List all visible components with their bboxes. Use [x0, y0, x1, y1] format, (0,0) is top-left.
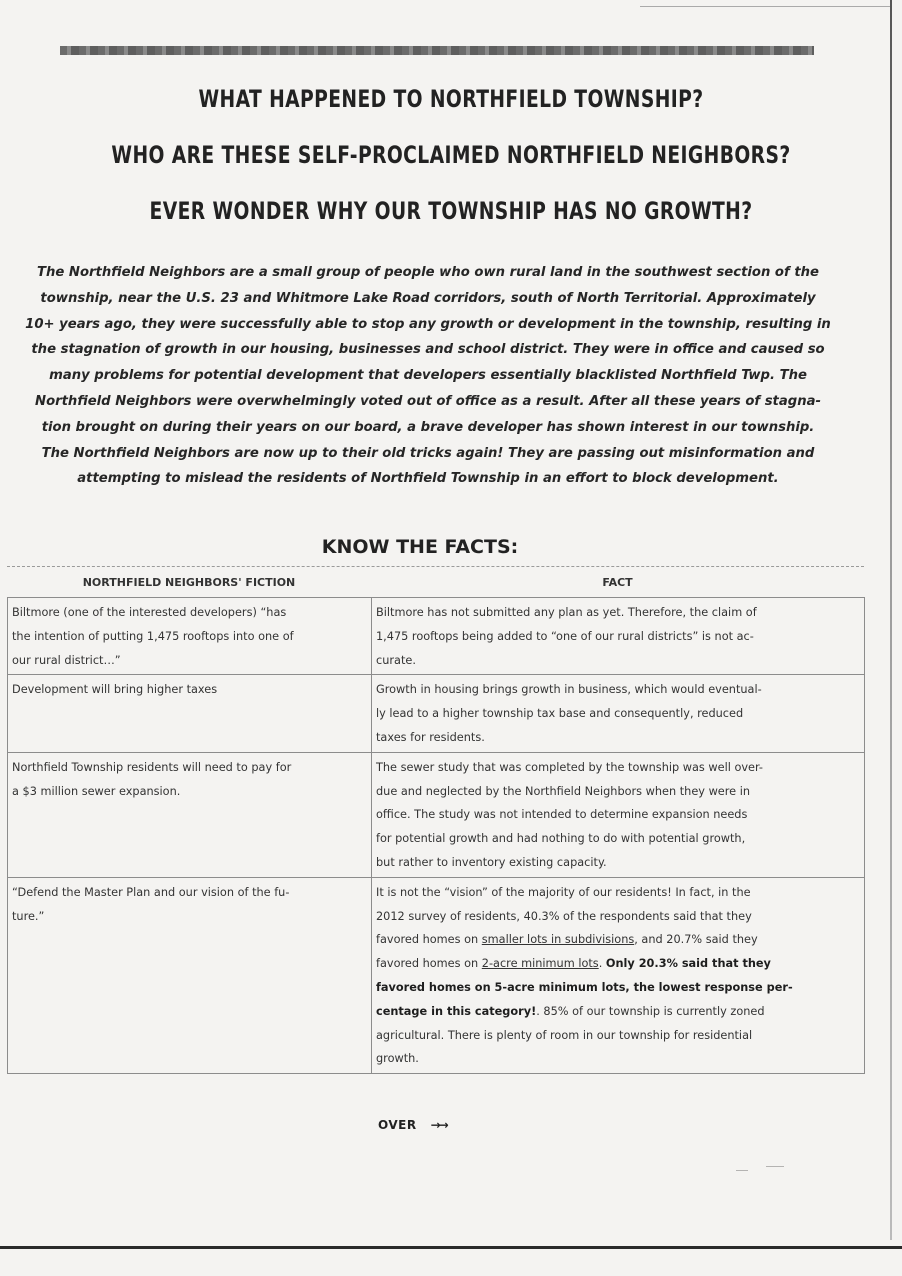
text-run: , and 20.7% said they [634, 933, 758, 947]
headline-block [0, 80, 902, 248]
page-edge-top [640, 6, 890, 7]
cell-line: 2012 survey of residents, 40.3% of the respondents said that they [376, 909, 752, 923]
facts-grid [7, 597, 865, 1074]
fiction-cell [8, 877, 372, 1073]
cell-line: 1,475 rooftops being added to “one of our rural districts” is not ac- [376, 629, 754, 643]
headline-1: WHAT HAPPENED TO NORTHFIELD TOWNSHIP? [198, 85, 704, 113]
cell-line: curate. [376, 653, 416, 667]
bold-text: centage in this category! [376, 1004, 537, 1018]
intro-line: The Northfield Neighbors are a small group of people who own rural land in the southwest section of the [37, 265, 819, 280]
arrow-right-icon: →→ [430, 1118, 447, 1132]
intro-line: attempting to mislead the residents of Northfield Township in an effort to block development. [77, 471, 779, 487]
headline-2: WHO ARE THESE SELF-PROCLAIMED NORTHFIELD NEIGHBORS? [111, 141, 791, 169]
cell-line: the intention of putting 1,475 rooftops into one of [12, 629, 294, 643]
text-run: favored homes on [376, 933, 482, 947]
cell-line: office. The study was not intended to determine expansion needs [376, 808, 748, 822]
cell-line [376, 952, 860, 976]
facts-title: KNOW THE FACTS: [321, 536, 519, 558]
cell-line: due and neglected by the Northfield Neighbors when they were in [376, 784, 750, 798]
header-rule [60, 46, 814, 55]
intro-line: The Northfield Neighbors are now up to their old tricks again! They are passing out misinformation and [41, 445, 815, 461]
column-headers [7, 567, 864, 597]
scan-mark [736, 1170, 748, 1171]
cell-line [376, 1000, 860, 1024]
cell-line: a $3 million sewer expansion. [12, 784, 181, 798]
intro-line: many problems for potential development that developers essentially blacklisted Northfield Twp. The [49, 368, 807, 384]
cell-line: ture.” [12, 909, 45, 923]
cell-line: but rather to inventory existing capacity. [376, 855, 607, 869]
facts-table [7, 566, 864, 1074]
over-label: OVER [378, 1118, 417, 1132]
intro-line: 10+ years ago, they were successfully able to stop any growth or development in the township, resulting in [25, 316, 831, 332]
text-run: favored homes on [376, 957, 482, 971]
table-row [8, 877, 865, 1073]
cell-line: “Defend the Master Plan and our vision of the fu- [12, 885, 290, 899]
fiction-cell [8, 598, 372, 675]
cell-line: our rural district…” [12, 653, 121, 667]
fiction-cell [8, 752, 372, 877]
fiction-cell [8, 675, 372, 752]
underlined-text: 2-acre minimum lots [481, 957, 599, 971]
intro-line: township, near the U.S. 23 and Whitmore Lake Road corridors, south of North Territorial. Approximately [40, 290, 816, 306]
column-header-fact: FACT [602, 575, 633, 589]
intro-line: tion brought on during their years on our board, a brave developer has shown interest in our township. [41, 419, 815, 435]
cell-line [376, 928, 860, 952]
page-edge-bottom [0, 1246, 902, 1249]
fact-cell [372, 675, 865, 752]
fact-cell [372, 752, 865, 877]
intro-paragraph [22, 260, 834, 492]
fact-cell [372, 598, 865, 675]
cell-line: Northfield Township residents will need to pay for [12, 760, 292, 774]
intro-line: the stagnation of growth in our housing, businesses and school district. They were in office and caused so [31, 342, 825, 358]
underlined-text: smaller lots in subdivisions [481, 933, 635, 947]
table-row [8, 598, 865, 675]
over-indicator [378, 1118, 447, 1132]
table-row [8, 675, 865, 752]
cell-line: taxes for residents. [376, 730, 485, 744]
column-header-fiction: NORTHFIELD NEIGHBORS' FICTION [82, 575, 296, 589]
cell-line: Biltmore has not submitted any plan as yet. Therefore, the claim of [376, 606, 757, 619]
bold-text: Only 20.3% said that they [605, 957, 771, 971]
cell-line: Biltmore (one of the interested developers) “has [12, 606, 287, 619]
cell-line: growth. [376, 1052, 419, 1066]
cell-line: agricultural. There is plenty of room in our township for residential [376, 1028, 753, 1042]
cell-line: It is not the “vision” of the majority of our residents! In fact, in the [376, 885, 751, 899]
text-run: . 85% of our township is currently zoned [536, 1004, 765, 1018]
table-row [8, 752, 865, 877]
intro-line: Northfield Neighbors were overwhelmingly voted out of office as a result. After all these years of stagna- [35, 393, 821, 409]
cell-line: for potential growth and had nothing to do with potential growth, [376, 832, 746, 846]
cell-line: Growth in housing brings growth in business, which would eventual- [376, 683, 762, 697]
cell-line: Development will bring higher taxes [12, 683, 218, 697]
headline-3: EVER WONDER WHY OUR TOWNSHIP HAS NO GROWTH? [149, 197, 753, 225]
fact-cell [372, 877, 865, 1073]
scan-mark [766, 1166, 784, 1167]
cell-line: favored homes on 5-acre minimum lots, the lowest response per- [376, 980, 793, 994]
cell-line: ly lead to a higher township tax base and consequently, reduced [376, 707, 744, 721]
cell-line: The sewer study that was completed by the township was well over- [376, 760, 763, 774]
text-run: . [598, 957, 606, 971]
